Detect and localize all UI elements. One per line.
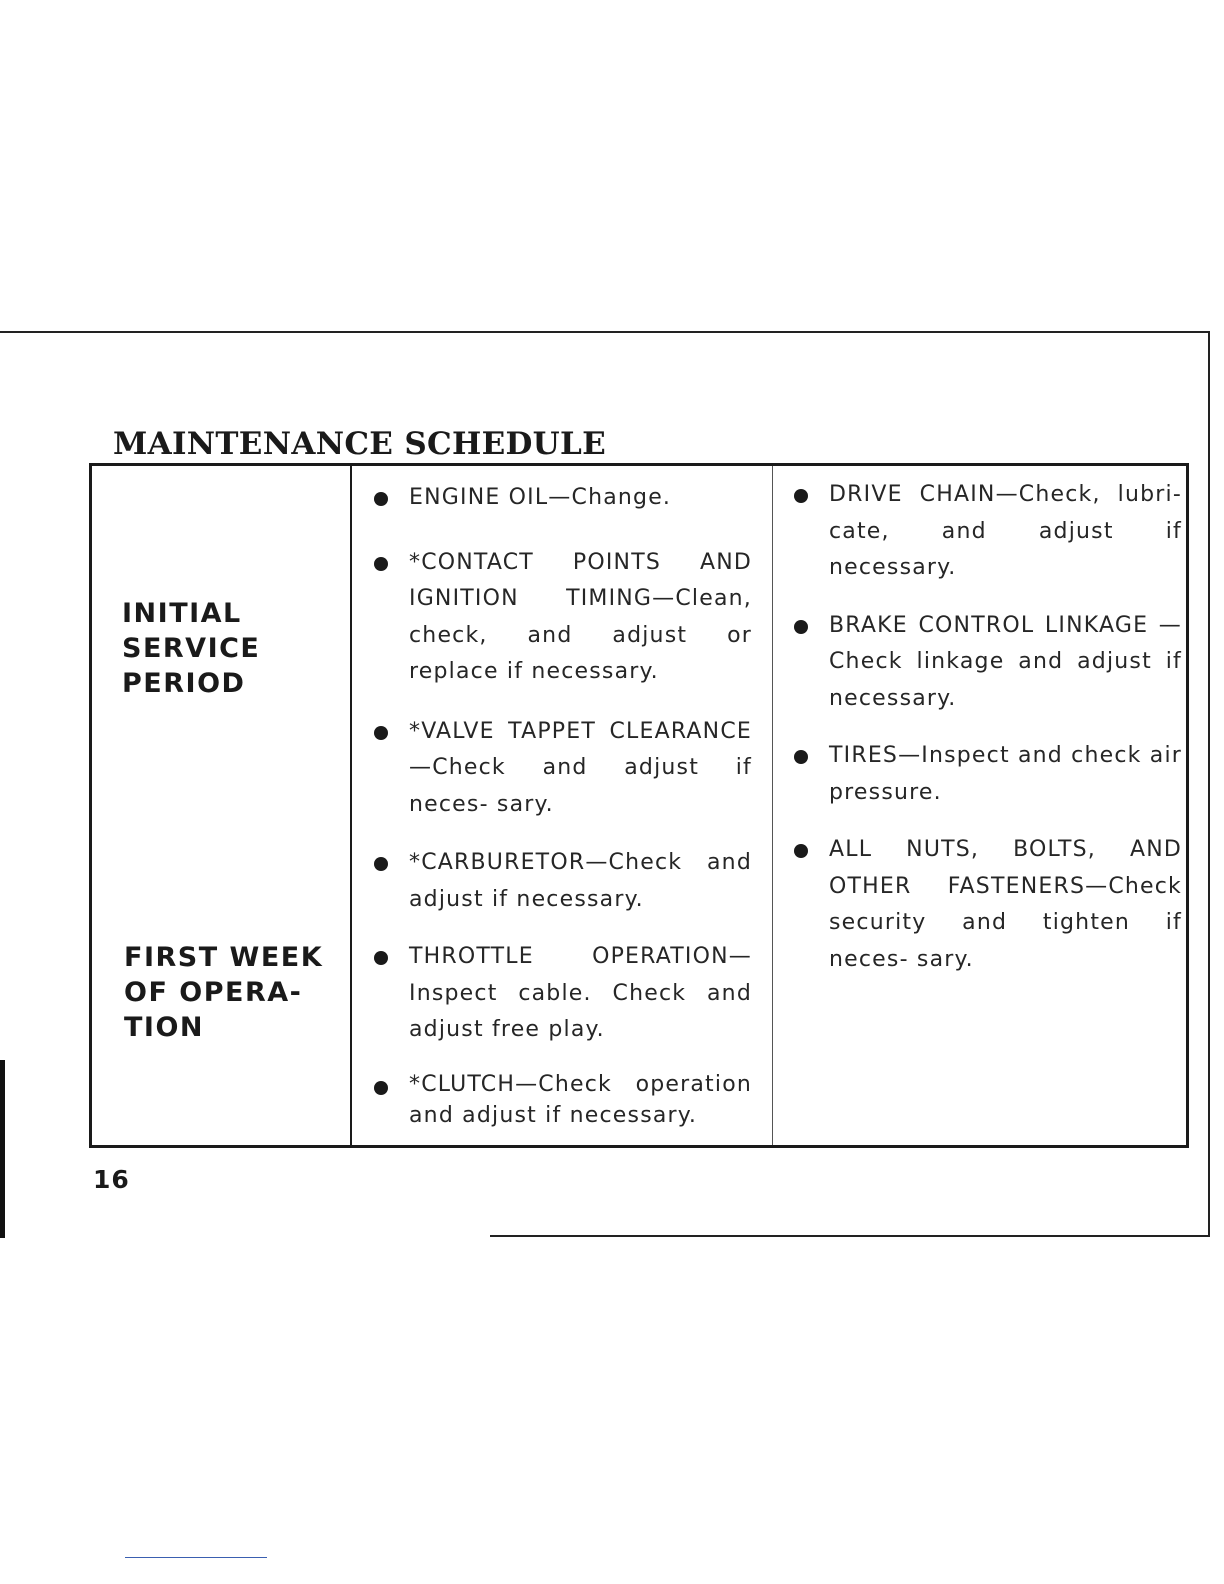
checklist-item-text: ALL NUTS, BOLTS, AND OTHER FASTENERS—Check security and tighten if neces- sary.: [829, 837, 1182, 972]
period-label-line: TION: [124, 1012, 205, 1043]
bullet-icon: [374, 726, 388, 740]
checklist-item: [372, 845, 752, 918]
scan-edge-left: [0, 1060, 5, 1238]
checklist-item: [372, 939, 752, 1049]
page-title: MAINTENANCE SCHEDULE: [113, 426, 607, 462]
checklist-item-text: *CLUTCH—Check operation and adjust if necessary.: [409, 1071, 752, 1128]
scan-edge-right: [1208, 331, 1210, 1237]
checklist-item: [372, 545, 752, 691]
checklist-item: [792, 832, 1182, 978]
checklist-item: [792, 738, 1182, 811]
period-label-first-week: [124, 940, 323, 1045]
period-label-line: OF OPERA-: [124, 977, 303, 1008]
bullet-icon: [794, 844, 808, 858]
checklist-item-text: BRAKE CONTROL LINKAGE —Check linkage and adjust if necessary.: [829, 612, 1182, 711]
bullet-icon: [374, 557, 388, 571]
checklist-item: [372, 714, 752, 824]
period-label-line: PERIOD: [122, 668, 246, 699]
checklist-middle-column: [372, 480, 752, 1131]
checklist-item: [372, 480, 752, 517]
period-label-initial-service: [122, 596, 260, 701]
checklist-item-text: *CARBURETOR—Check and adjust if necessary.: [409, 850, 752, 912]
checklist-item-text: *VALVE TAPPET CLEARANCE —Check and adjust if neces- sary.: [409, 718, 752, 817]
period-label-line: SERVICE: [122, 633, 261, 664]
bullet-icon: [374, 492, 388, 506]
checklist-item-text: ENGINE OIL—Change.: [409, 485, 672, 510]
page-number: 16: [93, 1165, 130, 1194]
checklist-item: [792, 477, 1182, 587]
checklist-item: [372, 1069, 752, 1131]
scan-edge-top: [0, 331, 1210, 333]
scan-edge-bottom: [490, 1235, 1210, 1237]
bullet-icon: [374, 951, 388, 965]
bullet-icon: [374, 1081, 388, 1095]
checklist-item-text: *CONTACT POINTS AND IGNITION TIMING—Clean, check, and adjust or replace if necessary.: [409, 549, 752, 684]
checklist-item-text: DRIVE CHAIN—Check, lubri- cate, and adjust if necessary.: [829, 482, 1182, 580]
period-label-line: INITIAL: [122, 598, 242, 629]
bullet-icon: [794, 489, 808, 503]
checklist-item-text: TIRES—Inspect and check air pressure.: [829, 743, 1183, 805]
scan-artifact-line: [125, 1557, 267, 1558]
checklist-item: [792, 608, 1182, 718]
bullet-icon: [794, 620, 808, 634]
column-divider-left: [350, 466, 352, 1145]
bullet-icon: [374, 857, 388, 871]
period-label-line: FIRST WEEK: [124, 942, 324, 973]
checklist-right-column: [792, 477, 1182, 978]
column-divider-right: [772, 466, 773, 1145]
bullet-icon: [794, 750, 808, 764]
checklist-item-text: THROTTLE OPERATION— Inspect cable. Check and adjust free play.: [409, 944, 752, 1042]
maintenance-table: [89, 463, 1189, 1148]
